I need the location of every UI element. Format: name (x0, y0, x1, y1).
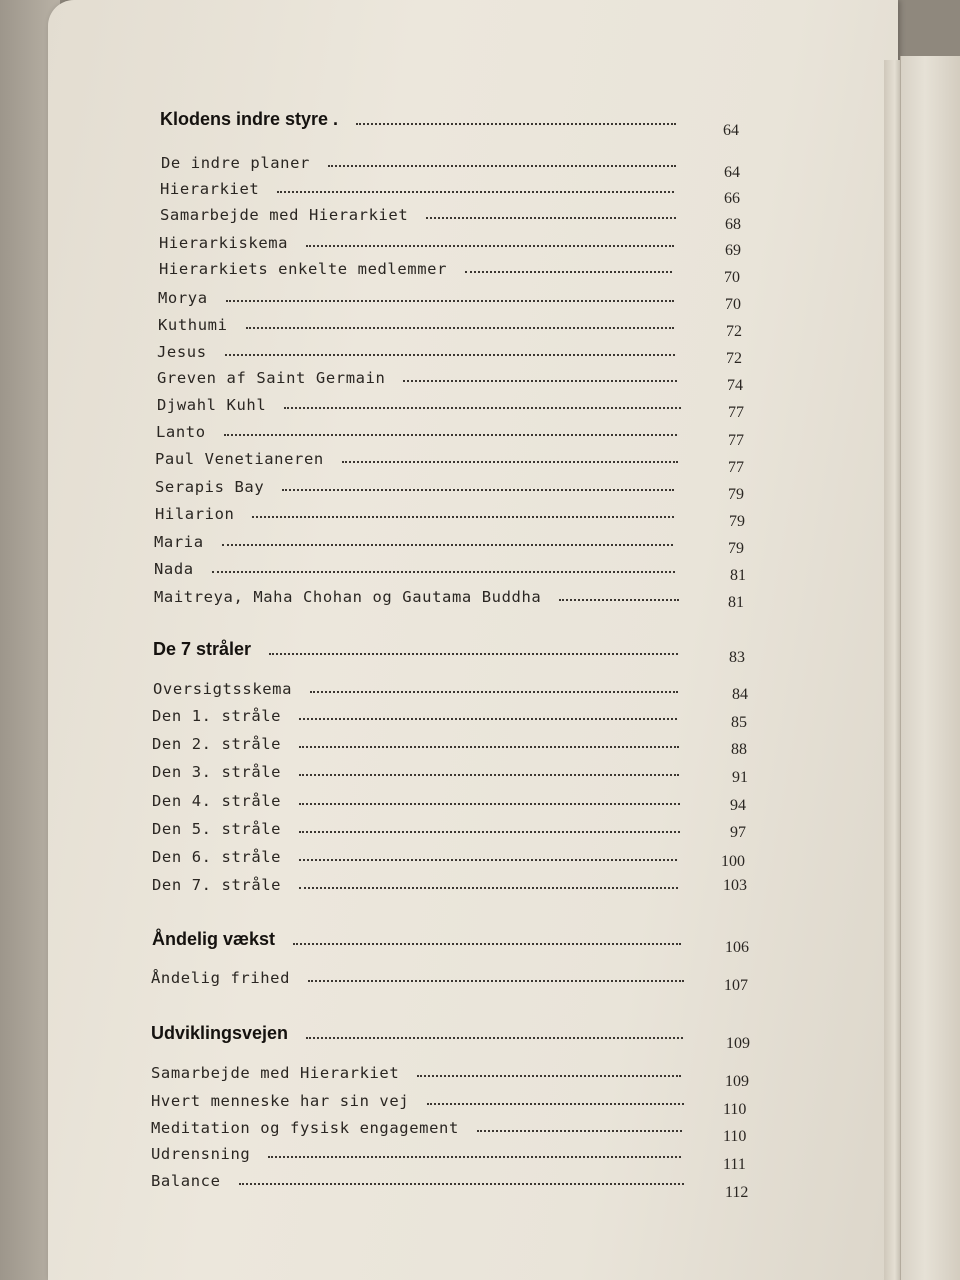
toc-entry (160, 198, 682, 224)
toc-entry-page-number: 110 (723, 1101, 747, 1118)
toc-entry-page-number: 66 (724, 190, 740, 207)
dot-leader (284, 407, 681, 409)
toc-entry-page-number: 64 (724, 164, 740, 181)
toc-entry (158, 281, 680, 307)
toc-entry-title: Hierarkiskema (159, 234, 289, 252)
toc-entry-title: Serapis Bay (155, 478, 265, 496)
dot-leader (225, 354, 675, 356)
toc-entry-title: Hilarion (155, 505, 235, 523)
toc-entry-page-number: 109 (725, 1073, 749, 1090)
toc-entry-page-number: 112 (725, 1184, 749, 1201)
dot-leader (328, 165, 676, 167)
dot-leader (299, 803, 680, 805)
toc-entry-title: Den 6. stråle (152, 848, 282, 866)
dot-leader (308, 980, 684, 982)
toc-entry-page-number: 77 (728, 459, 744, 476)
dot-leader (559, 599, 679, 601)
toc-entry-page-number: 81 (728, 594, 744, 611)
dot-leader (306, 245, 674, 247)
toc-entry-title: Klodens indre styre . (160, 109, 339, 129)
toc-entry (154, 525, 679, 551)
toc-entry-page-number: 70 (724, 269, 740, 286)
toc-entry-title: Kuthumi (158, 316, 228, 334)
toc-section-heading (153, 634, 684, 660)
toc-entry-title: Morya (158, 289, 208, 307)
toc-entry-title: Åndelig frihed (151, 969, 291, 987)
toc-entry-title: Hierarkiets enkelte medlemmer (159, 260, 448, 278)
toc-entry-page-number: 79 (729, 513, 745, 530)
toc-entry-page-number: 84 (732, 686, 748, 703)
toc-section-heading (160, 104, 682, 130)
toc-entry-page-number: 83 (729, 649, 745, 666)
toc-entry-page-number: 72 (726, 350, 742, 367)
toc-entry-page-number: 100 (721, 853, 745, 870)
toc-entry (160, 172, 680, 198)
toc-entry-title: Den 7. stråle (152, 876, 282, 894)
toc-entry-title: Maitreya, Maha Chohan og Gautama Buddha (154, 588, 542, 606)
toc-entry-page-number: 69 (725, 242, 741, 259)
toc-entry-title: Oversigtsskema (153, 680, 293, 698)
toc-entry-page-number: 64 (723, 122, 739, 139)
toc-entry-title: Den 5. stråle (152, 820, 282, 838)
dot-leader (252, 516, 674, 518)
toc-entry (151, 1111, 688, 1137)
dot-leader (246, 327, 674, 329)
toc-entry-title: Balance (151, 1172, 221, 1190)
toc-entry (151, 961, 690, 987)
toc-entry-page-number: 79 (728, 540, 744, 557)
toc-entry (161, 146, 682, 172)
dot-leader (299, 746, 679, 748)
toc-entry (152, 868, 684, 894)
dot-leader (403, 380, 677, 382)
toc-entry (157, 361, 683, 387)
toc-entry-page-number: 70 (725, 296, 741, 313)
toc-entry (151, 1056, 687, 1082)
dot-leader (299, 774, 679, 776)
toc-entry-title: Samarbejde med Hierarkiet (151, 1064, 400, 1082)
toc-entry (157, 335, 681, 361)
dot-leader (212, 571, 675, 573)
dot-leader (306, 1037, 683, 1039)
dot-leader (427, 1103, 684, 1105)
toc-entry-page-number: 72 (726, 323, 742, 340)
toc-entry (152, 699, 683, 725)
toc-entry (159, 252, 678, 278)
toc-entry-title: Meditation og fysisk engagement (151, 1119, 459, 1137)
toc-entry-title: Udviklingsvejen (151, 1023, 289, 1043)
toc-entry (157, 388, 687, 414)
toc-entry-title: Hierarkiet (160, 180, 260, 198)
toc-entry-title: Den 1. stråle (152, 707, 282, 725)
dot-leader (465, 271, 672, 273)
toc-entry-page-number: 85 (731, 714, 747, 731)
dot-leader (299, 831, 680, 833)
toc-entry (153, 672, 684, 698)
toc-entry (152, 727, 685, 753)
toc-section-heading (152, 924, 687, 950)
toc-entry-title: Maria (154, 533, 204, 551)
toc-entry-title: Hvert menneske har sin vej (151, 1092, 410, 1110)
toc-entry (155, 442, 684, 468)
toc-entry-title: Paul Venetianeren (155, 450, 324, 468)
toc-entry-title: De 7 stråler (153, 639, 252, 659)
toc-entry (159, 226, 680, 252)
dot-leader (277, 191, 674, 193)
toc-entry-title: Nada (154, 560, 194, 578)
toc-entry-page-number: 77 (728, 432, 744, 449)
dot-leader (222, 544, 673, 546)
toc-entry (154, 580, 685, 606)
dot-leader (239, 1183, 684, 1185)
toc-entry (151, 1137, 687, 1163)
toc-entry (154, 552, 681, 578)
dot-leader (356, 123, 676, 125)
dot-leader (282, 489, 674, 491)
toc-entry-title: Åndelig vækst (152, 929, 276, 949)
toc-entry (156, 415, 683, 441)
toc-entry-page-number: 109 (726, 1035, 750, 1052)
toc-entry-title: Udrensning (151, 1145, 251, 1163)
toc-entry-page-number: 103 (723, 877, 747, 894)
dot-leader (293, 943, 681, 945)
toc-entry-page-number: 74 (727, 377, 743, 394)
dot-leader (299, 859, 677, 861)
toc-entry-title: Djwahl Kuhl (157, 396, 267, 414)
dot-leader (310, 691, 678, 693)
toc-entry (151, 1164, 690, 1190)
toc-entry-title: Den 4. stråle (152, 792, 282, 810)
dot-leader (226, 300, 674, 302)
toc-entry-page-number: 106 (725, 939, 749, 956)
toc-entry (152, 755, 685, 781)
toc-entry-page-number: 110 (723, 1128, 747, 1145)
toc-entry (151, 1084, 690, 1110)
dot-leader (417, 1075, 681, 1077)
toc-entry-page-number: 68 (725, 216, 741, 233)
dot-leader (342, 461, 678, 463)
dot-leader (224, 434, 677, 436)
dot-leader (299, 718, 677, 720)
toc-entry-title: Greven af Saint Germain (157, 369, 386, 387)
toc-entry-page-number: 107 (724, 977, 748, 994)
toc-entry (155, 470, 680, 496)
toc-entry-page-number: 91 (732, 769, 748, 786)
dot-leader (477, 1130, 682, 1132)
toc-entry-page-number: 77 (728, 404, 744, 421)
toc-entry-title: Den 2. stråle (152, 735, 282, 753)
toc-entry-page-number: 94 (730, 797, 746, 814)
toc-entry-title: Jesus (157, 343, 207, 361)
toc-entry (158, 308, 680, 334)
toc-entry-page-number: 88 (731, 741, 747, 758)
toc-entry-title: Lanto (156, 423, 206, 441)
dot-leader (269, 653, 678, 655)
toc-entry (155, 497, 680, 523)
toc-entry-page-number: 81 (730, 567, 746, 584)
toc-entry-title: Samarbejde med Hierarkiet (160, 206, 409, 224)
toc-entry-title: Den 3. stråle (152, 763, 282, 781)
dot-leader (299, 887, 678, 889)
dot-leader (426, 217, 676, 219)
toc-section-heading (151, 1018, 689, 1044)
toc-entry (152, 784, 686, 810)
toc-entry-page-number: 97 (730, 824, 746, 841)
toc-entry-title: De indre planer (161, 154, 310, 172)
toc-entry-page-number: 111 (723, 1156, 746, 1173)
toc-entry-page-number: 79 (728, 486, 744, 503)
toc-entry (152, 840, 683, 866)
toc-entry (152, 812, 686, 838)
dot-leader (268, 1156, 681, 1158)
